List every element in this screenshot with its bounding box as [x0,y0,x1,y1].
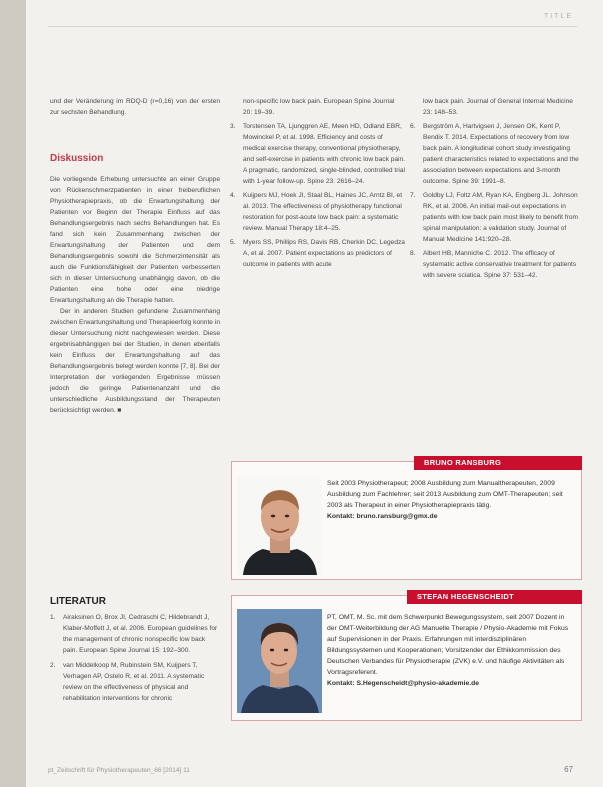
reference-item [50,660,220,704]
reference-number [230,96,243,118]
reference-number: 2. [50,662,56,669]
page-number: 67 [564,765,573,774]
discussion-paragraph-2: Der in anderen Studien gefundene Zusammenhang zwischen Erwartungshaltung und Therapieerfolg konnte in dieser Untersuchung nicht nachgewiesen werden. Diese ergebnisabhängigen bei der Studien, in denen ebenfalls kein Einfluss der Erwartungshaltung auf das Behandlungsergebnis belegt werden konnte [7, 8]. Bei der Interpretation der vorliegenden Ergebnisse müssen jedoch die geringe Patientenanzahl und die unterschiedliche Ausbildungsstand der Therapeuten berücksichtigt werden. ■ [50,308,220,414]
reference-text: low back pain. Journal of General Internal Medicine 23: 148–53. [423,98,573,116]
literature-list-middle [230,96,405,270]
reference-text: Myers SS, Phillips RS, Davis RB, Cherkin DC, Legedza A, et al. 2007. Patient expectations as predictors of outcome in patients with acute [243,239,405,268]
reference-item [230,121,405,187]
reference-number: 5. [230,239,236,246]
reference-text: Kuijpers MJ, Hoek JI, Staal BL, Haines JC, Arntz BI, et al. 2013. The effectiveness of physiotherapy functional restoration for post-acute low back pain: a systematic review. Manual Therapy 18:4–25. [243,192,403,232]
reference-text: Torstensen TA, Ljunggren AE, Meen HD, Odland EBR, Mowinckel P, et al. 1998. Efficiency and costs of medical exercise therapy, conventional physiotherapy, and self-exercise in patients with chronic low back pain. A pragmatic, randomized, single-blinded, controlled trial with 1-year follow-up. Spine 23: 2616–24. [243,123,405,185]
discussion-body [50,174,220,416]
reference-text: Goldby LJ, Foltz AM, Ryan KA, Engberg JL. Johnson RK, et al. 2006. An initial mail-out expectations in patients with low back pain most likely to benefit from spinal manipulation: a validation study. Journal of Manual Medicine 141:920–28. [423,192,579,243]
author-bio [327,612,573,689]
reference-item [410,96,580,118]
author-photo [237,609,322,713]
reference-number: 3. [230,123,236,130]
literature-list-left [50,612,220,704]
reference-text: Airaksinen O, Brox JI, Cedraschi C, Hildebrandt J, Klaber-Moffett J, et al. 2006. European guidelines for the management of chronic nonspecific low back pain. European Spine Journal 15: 192–300. [63,614,218,654]
section-heading-diskussion: Diskussion [50,153,104,164]
reference-number: 6. [410,123,416,130]
reference-item [230,190,405,234]
reference-number [410,96,423,118]
author-name-tag: BRUNO RANSBURG [414,456,582,470]
reference-item [410,121,580,187]
page-edge-shadow [0,0,26,787]
reference-number: 7. [410,192,416,199]
intro-text: und der Veränderung im RDQ-D (r=0,16) von der ersten zur sechsten Behandlung. [50,98,220,116]
reference-item [410,248,580,281]
author-contact[interactable]: Kontakt: bruno.ransburg@gmx.de [327,513,438,520]
column-left [50,96,220,118]
author-bio-text: Seit 2003 Physiotherapeut; 2008 Ausbildung zum Manualtherapeuten, 2009 Ausbildung zum Fachlehrer; seit 2013 Ausbildung zum OMT-Therapeuten; seit 2003 als Therapeut in einer Physiotherapiepraxis tätig. [327,480,563,509]
literature-list-right [410,96,580,281]
section-heading-literatur: LITERATUR [50,596,106,607]
journal-footer: pt_Zeitschrift für Physiotherapeuten_66 [2014] 11 [48,767,190,774]
author-contact[interactable]: Kontakt: S.Hegenscheidt@physio-akademie.de [327,680,480,687]
reference-item [50,612,220,656]
reference-number: 1. [50,614,56,621]
author-box-ransburg [231,458,582,580]
reference-text: Bergström A, Hartvigsen J, Jensen OK, Kent P, Bendix T. 2014. Expectations of recovery from low back pain. A longitudinal cohort study investigating patient characteristics related to expectations and the association between expectations and 3-month outcome. Spine 39: 1991–8. [423,123,579,185]
author-name-tag: STEFAN HEGENSCHEIDT [407,590,582,604]
reference-number: 4. [230,192,236,199]
author-bio-text: PT, OMT, M. Sc. mit dem Schwerpunkt Bewegungssystem, seit 2007 Dozent in der OMT-Weiterbildung der AG Manuelle Therapie / Physio-Akademie mit Fokus auf Supervisionen in der Praxis. Erfahrungen mit interdisziplinären Bildungssystemen und Kooperationen; Vorsitzender der Ethikkommission des Deutschen Verbandes für Physiotherapie (ZVK) e.V. und häufige Aktivitäten als Vortragsreferent. [327,614,569,676]
reference-text: non-specific low back pain. European Spine Journal 20: 19–39. [243,98,395,116]
author-box-hegenscheidt [231,592,582,721]
header-rule [48,26,577,27]
reference-text: van Middelkoop M, Rubinstein SM, Kuijpers T, Verhagen AP, Ostelo R, et al. 2011. A systematic review on the effectiveness of physical and rehabilitation interventions for chronic [63,662,205,702]
reference-number: 8. [410,250,416,257]
section-header: TITLE [543,13,573,20]
author-bio [327,478,573,522]
discussion-paragraph-1: Die vorliegende Erhebung untersuchte an einer Gruppe von Rückenschmerzpatienten in einer freiberuflichen Physiotherapiepraxis, ob die Erwartungshaltung der Patienten vor Beginn der Therapie Einfluss auf das Behandlungsergebnis nach sechs Behandlungen hat. Es fand sich kein Zusammenhang zwischen der Erwartungshaltung der Patienten und dem Behandlungsergebnis sowohl die Schmerzintensität als auch die Funktionsfähigkeit der Patienten verbesserten sich in dieser Untersuchung unabhängig davon, ob die Patienten eine hohe oder eine niedrige Erwartungshaltung an die Therapie hatten. [50,176,220,304]
reference-text: Albert HB, Manniche C. 2012. The efficacy of systematic active conservative treatment for patients with severe sciatica. Spine 37: 531–42. [423,250,577,279]
reference-item [410,190,580,245]
reference-item [230,237,405,270]
reference-item [230,96,405,118]
author-photo [237,477,322,575]
